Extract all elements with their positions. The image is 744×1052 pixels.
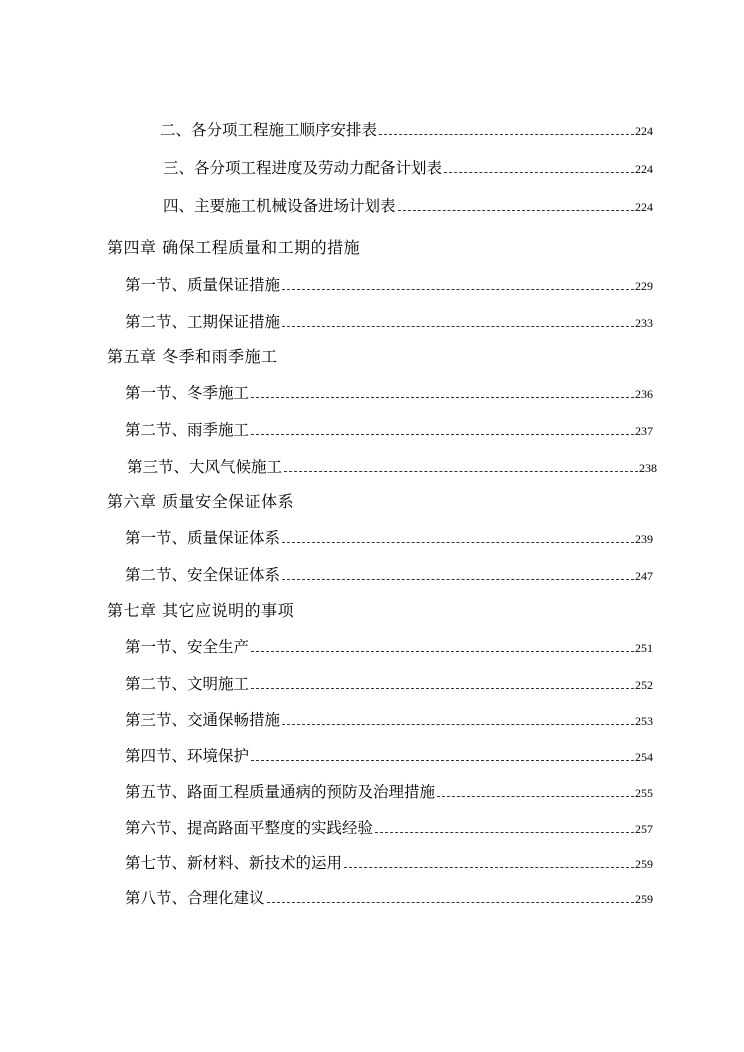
toc-entry[interactable] [125,526,653,548]
toc-entry-label: 第一节、冬季施工 [125,384,250,402]
toc-entry-label: 二、各分项工程施工顺序安排表 [160,121,378,139]
toc-entry[interactable] [160,118,653,140]
toc-page-number: 251 [635,641,653,655]
toc-entry[interactable] [125,381,653,403]
toc-page-number: 224 [635,200,653,214]
toc-entry[interactable] [125,851,653,873]
dot-leader [251,434,634,435]
toc-entry-label: 第二节、文明施工 [125,675,250,693]
dot-leader [282,289,634,290]
dot-leader [282,579,634,580]
toc-chapter-heading[interactable] [107,598,294,621]
toc-chapter-heading[interactable] [107,489,294,512]
toc-page-number: 259 [635,857,653,871]
toc-page-number: 229 [635,279,653,293]
toc-entry[interactable] [125,780,653,802]
toc-entry-label: 第三节、大风气候施工 [127,458,283,476]
dot-leader [379,134,634,135]
toc-entry-label: 第二节、安全保证体系 [125,566,281,584]
toc-page-number: 224 [635,124,653,138]
toc-chapter-label: 第七章 其它应说明的事项 [107,601,295,620]
toc-entry[interactable] [125,886,653,908]
toc-entry[interactable] [163,156,653,178]
toc-entry-label: 第一节、安全生产 [125,638,250,656]
toc-page-number: 238 [639,461,657,475]
toc-entry[interactable] [125,310,653,332]
toc-entry[interactable] [127,455,657,477]
toc-entry[interactable] [125,273,653,295]
dot-leader [251,397,634,398]
toc-page-number: 236 [635,387,653,401]
toc-chapter-label: 第五章 冬季和雨季施工 [107,347,278,366]
toc-entry-label: 第六节、提高路面平整度的实践经验 [125,819,374,837]
dot-leader [344,867,634,868]
toc-entry[interactable] [125,708,653,730]
dot-leader [282,724,634,725]
toc-page-number: 247 [635,569,653,583]
dot-leader [284,471,638,472]
toc-entry-label: 第四节、环境保护 [125,747,250,765]
dot-leader [251,760,634,761]
toc-page-number: 237 [635,424,653,438]
toc-entry[interactable] [125,744,653,766]
toc-chapter-label: 第四章 确保工程质量和工期的措施 [107,238,361,257]
toc-entry[interactable] [125,635,653,657]
toc-entry-label: 三、各分项工程进度及劳动力配备计划表 [163,159,443,177]
toc-entry-label: 第三节、交通保畅措施 [125,711,281,729]
toc-entry[interactable] [163,194,653,216]
toc-page-number: 239 [635,532,653,546]
toc-entry-label: 第五节、路面工程质量通病的预防及治理措施 [125,783,436,801]
toc-entry-label: 第一节、质量保证措施 [125,276,281,294]
dot-leader [398,210,634,211]
toc-page-number: 259 [635,892,653,906]
toc-entry[interactable] [125,672,653,694]
dot-leader [251,688,634,689]
toc-entry-label: 第七节、新材料、新技术的运用 [125,854,343,872]
toc-chapter-heading[interactable] [107,344,278,367]
toc-entry-label: 第八节、合理化建议 [125,889,265,907]
dot-leader [437,796,634,797]
toc-page-number: 254 [635,750,653,764]
toc-chapter-label: 第六章 质量安全保证体系 [107,492,295,511]
dot-leader [267,902,634,903]
toc-entry-label: 第二节、雨季施工 [125,421,250,439]
toc-page-number: 224 [635,162,653,176]
toc-entry-label: 第一节、质量保证体系 [125,529,281,547]
toc-entry-label: 四、主要施工机械设备进场计划表 [163,197,396,215]
dot-leader [251,651,634,652]
toc-entry[interactable] [125,816,653,838]
toc-page-number: 233 [635,316,653,330]
toc-chapter-heading[interactable] [107,235,360,258]
toc-page-number: 253 [635,714,653,728]
toc-entry-label: 第二节、工期保证措施 [125,313,281,331]
dot-leader [375,832,634,833]
dot-leader [282,542,634,543]
dot-leader [282,326,634,327]
dot-leader [444,172,634,173]
toc-entry[interactable] [125,418,653,440]
toc-page-number: 255 [635,786,653,800]
toc-page-number: 257 [635,822,653,836]
toc-page-number: 252 [635,678,653,692]
toc-entry[interactable] [125,563,653,585]
